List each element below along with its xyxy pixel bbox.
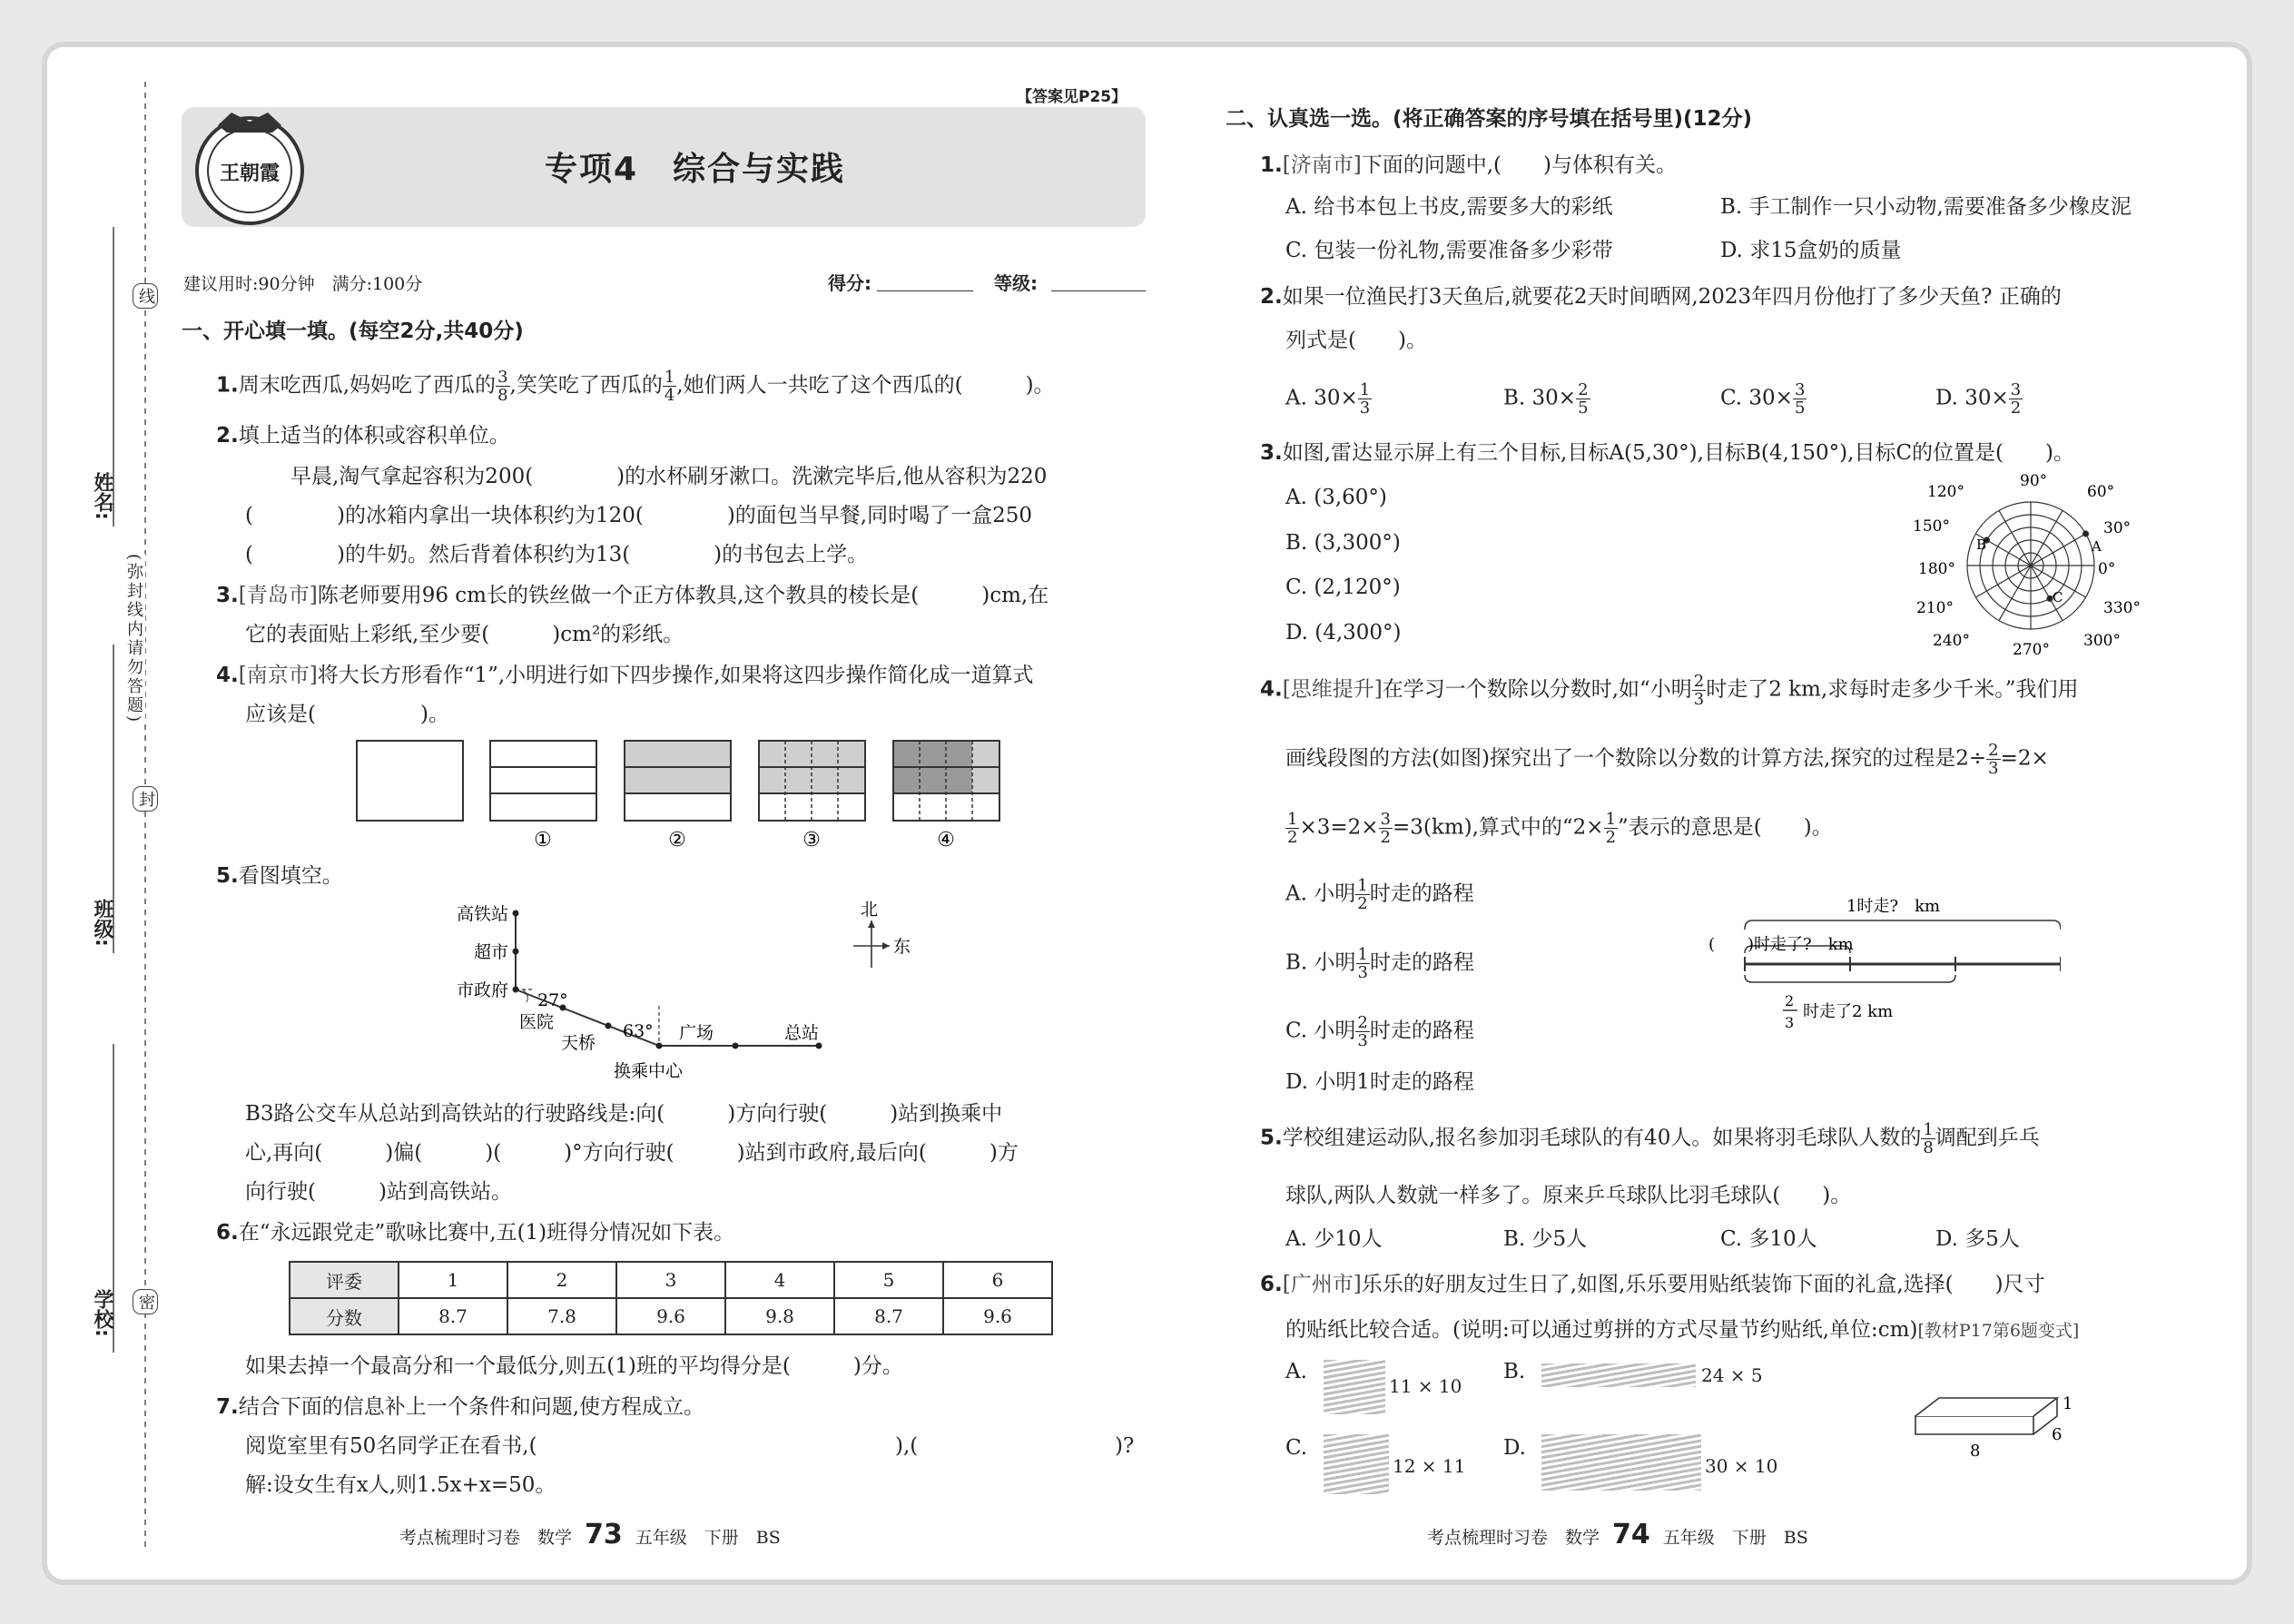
cq3-option-a[interactable]: A. (3,60°) [1285,486,1387,509]
section-1-heading: 一、开心填一填。(每空2分,共40分) [182,320,524,343]
cq5-option-a[interactable]: A. 少10人 [1285,1227,1383,1251]
cq2-option-c[interactable]: C. 30× $\frac{3}{5}$ [1720,380,1806,418]
radar-240: 240° [1933,632,1970,650]
table-row [290,1262,1052,1298]
left-footer: 考点梳理时习卷 数学 73 五年级 下册 BS [399,1519,781,1550]
cq1-option-c[interactable]: C. 包装一份礼物,需要准备多少彩带 [1285,239,1613,262]
question-7: 7.结合下面的信息补上一个条件和问题,使方程成立。 [216,1395,705,1419]
choice-question-4-line-2: 画线段图的方法(如图)探究出了一个数除以分数的计算方法,探究的过程是2÷ $\frac{2}{3}$ =2× [1285,741,2049,778]
sticker-d-pattern [1541,1434,1701,1491]
table-cell: 3 [616,1262,725,1298]
cq1-option-b[interactable]: B. 手工制作一只小动物,需要准备多少橡皮泥 [1720,195,2132,219]
cq2-option-a[interactable]: A. 30× $\frac{1}{3}$ [1285,380,1371,418]
time-info: 建议用时:90分钟 满分:100分 [183,274,423,294]
cq5-option-c[interactable]: C. 多10人 [1720,1227,1817,1251]
rect-step-3 [759,741,865,821]
cq4-option-a[interactable]: A. 小明 $\frac{1}{2}$ 时走的路程 [1285,876,1474,913]
radar-target-a: A [2092,538,2102,555]
sticker-c-size: 12 × 11 [1393,1455,1466,1477]
table-cell: 评委 [290,1262,399,1298]
cq4-option-d[interactable]: D. 小明1时走的路程 [1285,1070,1474,1094]
table-cell: 9.6 [616,1298,725,1334]
choice-question-1: 1.[济南市]下面的问题中,( )与体积有关。 [1260,153,1677,177]
map-angle-27: 27° [537,990,568,1010]
grade-label: 等级: [994,272,1038,294]
cq5-option-d[interactable]: D. 多5人 [1935,1227,2020,1251]
box-height: 1 [2063,1394,2073,1413]
svg-text:3: 3 [1785,1014,1795,1031]
cq4-option-b[interactable]: B. 小明 $\frac{1}{3}$ 时走的路程 [1285,945,1474,982]
cq6-option-b[interactable]: B. [1503,1360,1526,1383]
map-zongzhan: 总站 [784,1023,820,1043]
radar-target-b: B [1976,536,1987,553]
choice-question-4: 4.[思维提升]在学习一个数除以分数时,如“小明 $\frac{2}{3}$ 时走了2 km,求每时走多少千米。”我们用 [1260,672,2079,709]
compass-east: 东 [893,937,911,957]
logo-text: 王朝霞 [219,162,281,185]
question-2: 2.填上适当的体积或容积单位。 [216,424,510,448]
map-gaotie: 高铁站 [456,904,508,924]
radar-300: 300° [2083,632,2121,650]
table-cell: 1 [399,1262,507,1298]
cq4-option-c[interactable]: C. 小明 $\frac{2}{3}$ 时走的路程 [1285,1013,1474,1050]
binding-secret-mark: 密 [133,1289,158,1314]
cq6-option-d[interactable]: D. [1503,1436,1526,1460]
segment-bottom-label: 时走了2 km [1803,1002,1894,1021]
right-footer: 考点梳理时习卷 数学 74 五年级 下册 BS [1427,1519,1808,1550]
publisher-logo [191,105,309,229]
radar-330: 330° [2103,599,2141,617]
question-2-line-3: ( )的牛奶。然后背着体积约为13( )的书包去上学。 [245,543,869,566]
grade-blank[interactable] [1051,290,1146,291]
radar-target-c: C [2053,589,2063,605]
radar-270: 270° [2013,641,2050,658]
table-cell: 9.6 [943,1298,1052,1334]
choice-question-2-line-2: 列式是( )。 [1285,329,1427,352]
compass-north: 北 [861,900,879,920]
line-segment-diagram [1698,890,2061,1048]
svg-text:2: 2 [1785,992,1795,1009]
map-chaoshi: 超市 [473,942,508,962]
segment-mid-label: ( )时走了? km [1708,935,1854,954]
choice-question-6-line-2: 的贴纸比较合适。(说明:可以通过剪拼的方式尽量节约贴纸,单位:cm)[教材P17第6题变式] [1285,1318,2080,1342]
bus-route-map [436,890,944,1089]
question-5-line-3: 向行驶( )站到高铁站。 [245,1180,512,1204]
gift-box-figure [1906,1389,2088,1480]
sticker-a-pattern [1324,1360,1385,1414]
radar-0: 0° [2098,560,2116,578]
table-cell: 4 [725,1262,834,1298]
cq3-option-b[interactable]: B. (3,300°) [1285,531,1401,555]
table-cell: 7.8 [507,1298,616,1334]
question-4: 4.[南京市]将大长方形看作“1”,小明进行如下四步操作,如果将这四步操作简化成一道算式 [216,664,1034,687]
question-5-line-1: B3路公交车从总站到高铁站的行驶路线是:向( )方向行驶( )站到换乘中 [245,1102,1003,1126]
sticker-d-size: 30 × 10 [1705,1455,1778,1477]
binding-note: (弥封线内请勿答题) [122,554,145,724]
cq1-option-d[interactable]: D. 求15盒奶的质量 [1720,239,1902,262]
question-2-line-1: 早晨,淘气拿起容积为200( )的水杯刷牙漱口。洗漱完毕后,他从容积为220 [290,465,1048,488]
page-title: 专项4 综合与实践 [545,151,846,188]
choice-question-2: 2.如果一位渔民打3天鱼后,就要花2天时间晒网,2023年四月份他打了多少天鱼? 正确的 [1260,285,2062,309]
radar-150: 150° [1913,517,1950,536]
step-label-1: ① [534,829,552,851]
table-cell: 5 [834,1262,943,1298]
table-cell: 2 [507,1262,616,1298]
cq2-option-d[interactable]: D. 30× $\frac{3}{2}$ [1935,380,2022,418]
question-7-solution: 解:设女生有x人,则1.5x+x=50。 [245,1473,556,1497]
cq6-option-a[interactable]: A. [1285,1360,1307,1383]
radar-90: 90° [2020,472,2048,490]
question-3: 3.[青岛市]陈老师要用96 cm长的铁丝做一个正方体教具,这个教具的棱长是( )cm,在 [216,584,1049,607]
table-cell: 8.7 [834,1298,943,1334]
question-4-line-2: 应该是( )。 [245,703,449,726]
score-blank[interactable] [877,290,973,291]
choice-question-6: 6.[广州市]乐乐的好朋友过生日了,如图,乐乐要用贴纸装饰下面的礼盒,选择( )尺寸 [1260,1273,2045,1296]
question-5-line-2: 心,再向( )偏( )( )°方向行驶( )站到市政府,最后向( )方 [245,1141,1019,1165]
map-angle-63: 63° [623,1021,654,1041]
name-label: 姓名: [91,472,113,520]
question-7-line-1-mid: ),( [895,1434,919,1458]
section-2-heading: 二、认真选一选。(将正确答案的序号填在括号里)(12分) [1226,107,1753,131]
choice-question-5: 5.学校组建运动队,报名参加羽毛球队的有40人。如果将羽毛球队人数的 $\frac{1}{8}$ 调配到乒乓 [1260,1120,2040,1157]
cq3-option-d[interactable]: D. (4,300°) [1285,621,1402,645]
table-cell: 分数 [290,1298,399,1334]
rect-step-2 [625,741,731,821]
binding-line-mark: 线 [133,283,158,309]
class-label: 班级: [91,899,113,947]
rect-whole [357,741,463,821]
radar-180: 180° [1918,560,1955,578]
cq2-option-b[interactable]: B. 30× $\frac{2}{5}$ [1503,380,1589,418]
radar-120: 120° [1927,483,1964,501]
choice-question-5-line-2: 球队,两队人数就一样多了。原来乒乓球队比羽毛球队( )。 [1285,1184,1852,1207]
step-label-2: ② [668,829,686,851]
cq1-option-a[interactable]: A. 给书本包上书皮,需要多大的彩纸 [1285,195,1613,219]
question-3-line-2: 它的表面贴上彩纸,至少要( )cm²的彩纸。 [245,623,684,646]
question-5: 5.看图填空。 [216,864,343,888]
map-tianqiao: 天桥 [561,1033,596,1053]
map-huancheng: 换乘中心 [614,1061,684,1081]
question-1: 1.周末吃西瓜,妈妈吃了西瓜的 $\frac{3}{8}$ ,笑笑吃了西瓜的 $\frac{1}{4}$ ,她们两人一共吃了这个西瓜的( )。 [216,368,1055,405]
step-label-4: ④ [937,829,955,851]
answer-reference: 【答案见P25】 [1017,88,1127,106]
table-cell: 9.8 [725,1298,834,1334]
box-width: 6 [2052,1425,2063,1444]
box-length: 8 [1970,1442,1981,1461]
radar-diagram [1911,468,2156,658]
question-7-line-1-end: )? [1115,1434,1135,1458]
sticker-c-pattern [1324,1434,1389,1494]
table-row [290,1298,1052,1334]
school-label: 学校: [91,1289,113,1337]
score-table [289,1261,1053,1335]
cq3-option-c[interactable]: C. (2,120°) [1285,576,1401,599]
sticker-b-size: 24 × 5 [1701,1364,1763,1386]
table-cell: 6 [943,1262,1052,1298]
rect-step-1 [490,741,596,821]
sticker-a-size: 11 × 10 [1389,1375,1462,1397]
sticker-b-pattern [1541,1363,1696,1387]
question-6: 6.在“永远跟党走”歌咏比赛中,五(1)班得分情况如下表。 [216,1221,735,1245]
map-shizhengfu: 市政府 [456,980,508,1000]
binding-seal-mark: 封 [133,786,158,812]
map-guangchang: 广场 [679,1023,714,1043]
segment-top-label: 1时走? km [1846,897,1941,916]
step-label-3: ③ [802,829,821,851]
cq6-option-c[interactable]: C. [1285,1436,1308,1460]
cq5-option-b[interactable]: B. 少5人 [1503,1227,1588,1251]
score-label: 得分: [828,272,871,294]
choice-question-3: 3.如图,雷达显示屏上有三个目标,目标A(5,30°),目标B(4,150°),目标C的位置是( )。 [1260,441,2074,465]
question-6-followup: 如果去掉一个最高分和一个最低分,则五(1)班的平均得分是( )分。 [245,1354,903,1378]
rectangle-steps-figure [354,735,1026,862]
choice-question-4-line-3: $\frac{1}{2}$ ×3=2× $\frac{3}{2}$ =3(km),算式中的“2× $\frac{1}{2}$ ”表示的意思是( )。 [1287,810,1833,847]
radar-30: 30° [2103,519,2132,537]
radar-210: 210° [1916,599,1954,617]
question-2-line-2: ( )的冰箱内拿出一块体积约为120( )的面包当早餐,同时喝了一盒250 [245,504,1033,527]
rect-step-4 [893,741,999,821]
question-7-line-1: 阅览室里有50名同学正在看书,( [245,1434,537,1458]
radar-60: 60° [2087,483,2115,501]
map-yiyuan: 医院 [519,1012,555,1032]
table-cell: 8.7 [399,1298,507,1334]
